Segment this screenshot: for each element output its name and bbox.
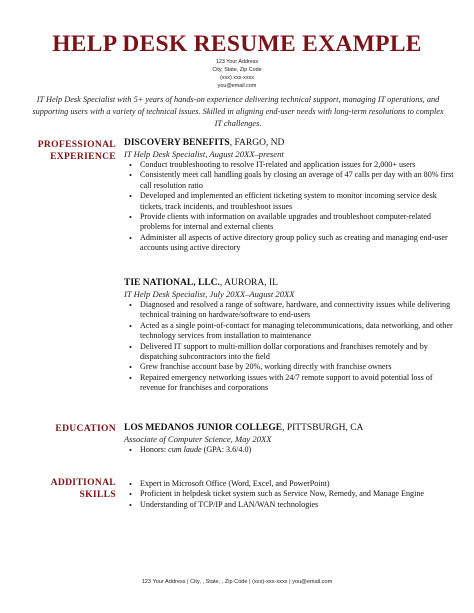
degree: Associate of Computer Science, May 20XX xyxy=(124,434,272,444)
skills-bullets xyxy=(124,479,459,510)
list-item: • Delivered IT support to multi-million dollar corporations and franchises remotely and by dispatching subcontractors into the field xyxy=(124,342,459,363)
job-heading xyxy=(124,278,459,289)
footer-city: City, , State, , Zip Code xyxy=(190,579,248,585)
skills-entry xyxy=(124,479,459,510)
job-role: IT Help Desk Specialist, July 20XX–August 20XX xyxy=(124,289,295,299)
professional-summary: IT Help Desk Specialist with 5+ years of hands-on experience delivering technical support, managing IT operations, and supporting users with a variety of technical issues. Skilled in aligning end-user needs with long-term resolutions to complex IT challenges. xyxy=(32,95,444,128)
company-location: , AURORA, IL xyxy=(219,278,278,288)
contact-email: you@email.com xyxy=(217,83,257,89)
section-label-experience xyxy=(38,139,116,163)
section-label-line: EXPERIENCE xyxy=(50,151,116,162)
footer-separator: | xyxy=(289,579,291,585)
list-item: • Proficient in helpdesk ticket system such as Service Now, Remedy, and Manage Engine xyxy=(124,489,459,499)
school-name: LOS MEDANOS JUNIOR COLLEGE xyxy=(124,423,283,433)
list-item: • Administer all aspects of active directory group policy such as creating and managing end-user accounts using active directory xyxy=(124,233,459,254)
job-bullets xyxy=(124,160,459,254)
contact-city-state-zip: City, State, Zip Code xyxy=(212,67,262,73)
job-entry-2 xyxy=(124,278,459,394)
footer-separator: | xyxy=(249,579,251,585)
footer-phone: (xxx)-xxx-xxxx xyxy=(252,579,288,585)
footer-separator: | xyxy=(187,579,189,585)
job-entry-1 xyxy=(124,138,459,254)
company-location: , FARGO, ND xyxy=(229,138,285,148)
list-item: • Conduct troubleshooting to resolve IT-related and application issues for 2,000+ users xyxy=(124,160,459,170)
footer-contact xyxy=(0,579,474,585)
education-entry xyxy=(124,423,459,455)
school-location: , PITTSBURGH, CA xyxy=(282,423,364,433)
list-item: • Understanding of TCP/IP and LAN/WAN technologies xyxy=(124,500,459,510)
section-label-line: ADDITIONAL xyxy=(50,477,116,488)
section-label-education: EDUCATION xyxy=(55,423,116,434)
section-label-line: PROFESSIONAL xyxy=(37,139,116,150)
contact-phone: (xxx) xxx-xxxx xyxy=(220,75,254,81)
education-bullets xyxy=(124,445,459,455)
footer-email: you@email.com xyxy=(292,579,333,585)
resume-title: HELP DESK RESUME EXAMPLE xyxy=(52,31,422,57)
list-item: • Developed and implemented an efficient ticketing system to monitor incoming service desk tickets, track incidents, and troubleshoot issues xyxy=(124,191,459,212)
list-item: • Grew franchise account base by 20%, working directly with franchise owners xyxy=(124,362,459,372)
company-name: DISCOVERY BENEFITS xyxy=(124,138,230,148)
job-role: IT Help Desk Specialist, August 20XX–present xyxy=(124,149,284,159)
list-item: • Repaired emergency networking issues with 24/7 remote support to avoid potential loss of revenue for franchises and corporations xyxy=(124,373,459,394)
section-label-line: SKILLS xyxy=(79,489,116,500)
job-heading xyxy=(124,138,459,149)
honors-gpa: (GPA: 3.6/4.0) xyxy=(201,445,252,454)
list-item: • Diagnosed and resolved a range of software, hardware, and connectivity issues while delivering technical training on hardware/software to end-users xyxy=(124,300,459,321)
list-item: • Expert in Microsoft Office (Word, Excel, and PowerPoint) xyxy=(124,479,459,489)
section-label-skills xyxy=(51,477,116,501)
school-heading xyxy=(124,423,459,434)
company-name: TIE NATIONAL, LLC. xyxy=(124,278,220,288)
contact-address: 123 Your Address xyxy=(215,59,259,65)
honors-prefix: Honors: xyxy=(140,445,169,454)
footer-address: 123 Your Address xyxy=(141,579,186,585)
list-item xyxy=(124,445,459,455)
list-item: • Provide clients with information on available upgrades and troubleshoot computer-related problems for internal and external clients xyxy=(124,212,459,233)
list-item: • Consistently meet call handling goals by closing an average of 47 calls per day with an 80% first call resolution ratio xyxy=(124,170,459,191)
honors-latin: cum laude xyxy=(168,445,202,454)
list-item: • Acted as a single point-of-contact for managing telecommunications, data networking, and other technology services from installation to maintenance xyxy=(124,321,459,342)
job-bullets xyxy=(124,300,459,394)
